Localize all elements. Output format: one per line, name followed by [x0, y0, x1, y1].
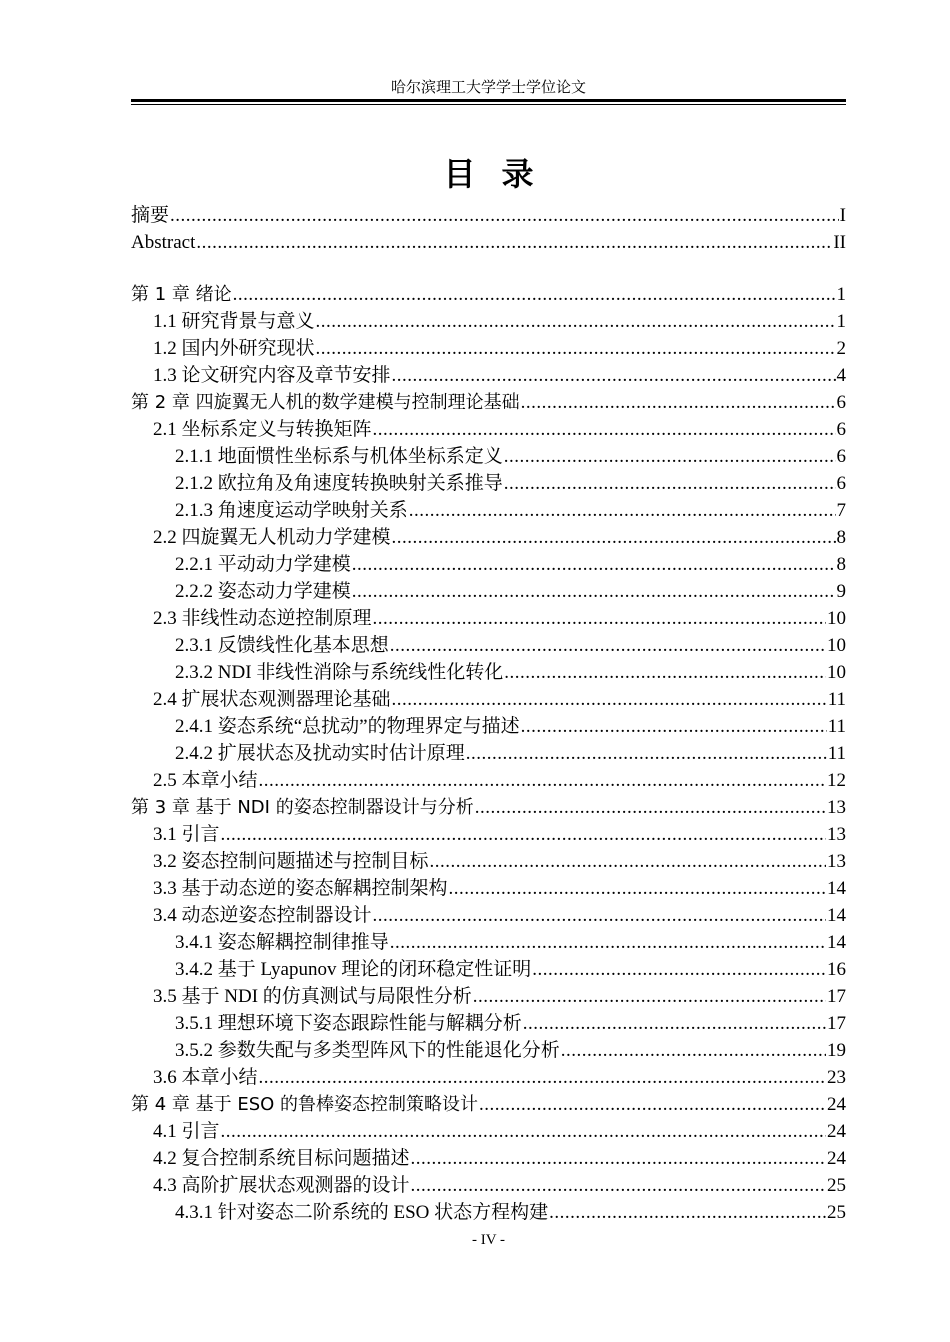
toc-page-number: 4 [836, 365, 846, 386]
toc-entry-title: 第 3 章 基于 NDI 的姿态控制器设计与分析 [131, 797, 474, 818]
toc-entry[interactable] [131, 605, 846, 632]
toc-entry-title: 4.2 复合控制系统目标问题描述 [153, 1148, 410, 1169]
toc-chapter-entry[interactable] [131, 389, 846, 416]
toc-entry-title: 2.2.1 平动动力学建模 [175, 554, 351, 575]
toc-entry-title: 2.2 四旋翼无人机动力学建模 [153, 527, 391, 548]
toc-page-number: 14 [827, 878, 846, 899]
toc-entry-title: 3.5.2 参数失配与多类型阵风下的性能退化分析 [175, 1040, 560, 1061]
toc-entry[interactable] [131, 902, 846, 929]
header-rule-thick [131, 99, 846, 102]
toc-entry[interactable] [131, 578, 846, 605]
toc-entry-title: 2.5 本章小结 [153, 770, 258, 791]
toc-entry[interactable] [131, 416, 846, 443]
toc-entry-title: 2.3 非线性动态逆控制原理 [153, 608, 372, 629]
toc-entry[interactable] [131, 229, 846, 256]
toc-dot-leader [523, 1010, 826, 1037]
toc-page-number: 14 [827, 932, 846, 953]
toc-entry[interactable] [131, 686, 846, 713]
toc-dot-leader [411, 1145, 826, 1172]
toc-entry[interactable] [131, 821, 846, 848]
toc-entry-title: 1.2 国内外研究现状 [153, 338, 315, 359]
toc-dot-leader [373, 605, 826, 632]
toc-chapter-entry[interactable] [131, 281, 846, 308]
toc-entry-title: 2.4 扩展状态观测器理论基础 [153, 689, 391, 710]
toc-page-number: 1 [836, 311, 846, 332]
toc-dot-leader [352, 551, 836, 578]
toc-page-number: 17 [827, 1013, 846, 1034]
toc-dot-leader [392, 686, 827, 713]
toc-entry-title: 2.1.3 角速度运动学映射关系 [175, 500, 408, 521]
toc-entry-title: 2.3.1 反馈线性化基本思想 [175, 635, 389, 656]
toc-dot-leader [449, 875, 826, 902]
toc-entry[interactable] [131, 470, 846, 497]
toc-page-number: 16 [827, 959, 846, 980]
toc-dot-leader [549, 1199, 826, 1226]
toc-entry[interactable] [131, 767, 846, 794]
toc-page-number: 8 [836, 554, 846, 575]
toc-entry-title: 第 4 章 基于 ESO 的鲁棒姿态控制策略设计 [131, 1094, 479, 1115]
toc-dot-leader [390, 929, 826, 956]
toc-entry[interactable] [131, 956, 846, 983]
toc-page-number: 11 [827, 689, 846, 710]
toc-page-number: 19 [827, 1040, 846, 1061]
toc-dot-leader [504, 659, 826, 686]
toc-entry[interactable] [131, 1118, 846, 1145]
toc-entry-title: 第 2 章 四旋翼无人机的数学建模与控制理论基础 [131, 392, 520, 413]
toc-dot-leader [316, 335, 836, 362]
toc-entry-title: 2.4.2 扩展状态及扰动实时估计原理 [175, 743, 465, 764]
toc-entry[interactable] [131, 443, 846, 470]
toc-page-number: 13 [827, 797, 846, 818]
toc-entry-title: 2.1.2 欧拉角及角速度转换映射关系推导 [175, 473, 503, 494]
header-rule-thin [131, 104, 846, 105]
page-number-footer: - IV - [471, 1232, 506, 1248]
toc-entry-title: 3.5.1 理想环境下姿态跟踪性能与解耦分析 [175, 1013, 522, 1034]
toc-page-number: 2 [836, 338, 846, 359]
toc-page-number: 14 [827, 905, 846, 926]
toc-entry[interactable] [131, 1037, 846, 1064]
toc-page-number: 10 [827, 608, 846, 629]
toc-entry-title: Abstract [131, 232, 196, 253]
toc-dot-leader [411, 1172, 826, 1199]
toc-dot-leader [479, 1091, 826, 1118]
toc-entry-title: 2.4.1 姿态系统“总扰动”的物理界定与描述 [175, 716, 520, 737]
table-of-contents [131, 202, 846, 1226]
toc-entry[interactable] [131, 875, 846, 902]
toc-entry-title: 2.3.2 NDI 非线性消除与系统线性化转化 [175, 662, 504, 683]
toc-dot-leader [466, 740, 827, 767]
toc-page-number: I [839, 205, 846, 226]
toc-dot-leader [316, 308, 836, 335]
toc-entry[interactable] [131, 1145, 846, 1172]
toc-dot-leader [521, 389, 836, 416]
toc-entry[interactable] [131, 362, 846, 389]
toc-page-number: 24 [827, 1121, 846, 1142]
toc-entry-title: 3.4 动态逆姿态控制器设计 [153, 905, 372, 926]
toc-dot-leader [392, 524, 836, 551]
toc-dot-leader [221, 821, 826, 848]
toc-entry-title: 3.2 姿态控制问题描述与控制目标 [153, 851, 429, 872]
toc-dot-leader [233, 281, 836, 308]
running-header: 哈尔滨理工大学学士学位论文 [390, 80, 586, 96]
toc-page-number: 17 [827, 986, 846, 1007]
toc-entry[interactable] [131, 740, 846, 767]
toc-dot-leader [352, 578, 836, 605]
toc-page-number: 25 [827, 1175, 846, 1196]
toc-entry-title: 3.4.1 姿态解耦控制律推导 [175, 932, 389, 953]
toc-entry[interactable] [131, 1172, 846, 1199]
toc-entry[interactable] [131, 632, 846, 659]
toc-dot-leader [259, 767, 826, 794]
toc-chapter-entry[interactable] [131, 1091, 846, 1118]
toc-entry[interactable] [131, 1064, 846, 1091]
toc-entry[interactable] [131, 713, 846, 740]
toc-entry-title: 4.1 引言 [153, 1121, 220, 1142]
toc-dot-leader [373, 902, 826, 929]
toc-entry-title: 3.1 引言 [153, 824, 220, 845]
toc-page-number: 23 [827, 1067, 846, 1088]
toc-page-number: 13 [827, 851, 846, 872]
toc-entry[interactable] [131, 929, 846, 956]
toc-title: 目录 [443, 155, 560, 193]
toc-dot-leader [221, 1118, 826, 1145]
toc-entry-title: 3.5 基于 NDI 的仿真测试与局限性分析 [153, 986, 472, 1007]
toc-dot-leader [504, 443, 836, 470]
toc-page-number: 9 [836, 581, 846, 602]
toc-entry[interactable] [131, 983, 846, 1010]
toc-entry[interactable] [131, 551, 846, 578]
toc-page-number: 10 [827, 635, 846, 656]
toc-page-number: 11 [827, 743, 846, 764]
toc-dot-leader [196, 229, 832, 256]
toc-dot-leader [475, 794, 826, 821]
toc-dot-leader [561, 1037, 826, 1064]
toc-page-number: 6 [836, 392, 846, 413]
toc-dot-leader [259, 1064, 826, 1091]
toc-entry[interactable] [131, 848, 846, 875]
toc-chapter-entry[interactable] [131, 794, 846, 821]
toc-entry-title: 1.1 研究背景与意义 [153, 311, 315, 332]
toc-entry-title: 摘要 [131, 205, 170, 226]
toc-entry[interactable] [131, 524, 846, 551]
toc-page-number: 12 [827, 770, 846, 791]
toc-dot-leader [504, 470, 836, 497]
toc-page-number: 8 [836, 527, 846, 548]
toc-entry-title: 4.3 高阶扩展状态观测器的设计 [153, 1175, 410, 1196]
toc-entry-title: 3.3 基于动态逆的姿态解耦控制架构 [153, 878, 448, 899]
toc-dot-leader [409, 497, 836, 524]
toc-entry[interactable] [131, 202, 846, 229]
toc-page-number: 13 [827, 824, 846, 845]
toc-page-number: 10 [827, 662, 846, 683]
toc-entry-title: 2.2.2 姿态动力学建模 [175, 581, 351, 602]
toc-dot-leader [473, 983, 826, 1010]
toc-dot-leader [392, 362, 836, 389]
toc-page-number: 6 [836, 473, 846, 494]
toc-page-number: 1 [836, 284, 846, 305]
toc-entry-title: 2.1 坐标系定义与转换矩阵 [153, 419, 372, 440]
toc-page-number: 6 [836, 446, 846, 467]
toc-dot-leader [532, 956, 826, 983]
toc-entry-title: 4.3.1 针对姿态二阶系统的 ESO 状态方程构建 [175, 1202, 549, 1223]
toc-entry-title: 3.4.2 基于 Lyapunov 理论的闭环稳定性证明 [175, 959, 532, 980]
toc-page-number: 11 [827, 716, 846, 737]
toc-page-number: 7 [836, 500, 846, 521]
toc-entry-title: 1.3 论文研究内容及章节安排 [153, 365, 391, 386]
toc-dot-leader [390, 632, 826, 659]
toc-page-number: 25 [827, 1202, 846, 1223]
toc-entry[interactable] [131, 308, 846, 335]
toc-entry[interactable] [131, 1010, 846, 1037]
toc-page-number: II [833, 232, 846, 253]
toc-dot-leader [430, 848, 826, 875]
toc-entry-title: 3.6 本章小结 [153, 1067, 258, 1088]
toc-entry[interactable] [131, 497, 846, 524]
toc-page-number: 6 [836, 419, 846, 440]
toc-page-number: 24 [827, 1094, 846, 1115]
toc-dot-leader [521, 713, 827, 740]
toc-page-number: 24 [827, 1148, 846, 1169]
toc-dot-leader [373, 416, 836, 443]
toc-entry-title: 2.1.1 地面惯性坐标系与机体坐标系定义 [175, 446, 503, 467]
toc-entry[interactable] [131, 659, 846, 686]
toc-dot-leader [170, 202, 839, 229]
toc-entry[interactable] [131, 1199, 846, 1226]
toc-entry-title: 第 1 章 绪论 [131, 284, 232, 305]
toc-entry[interactable] [131, 335, 846, 362]
